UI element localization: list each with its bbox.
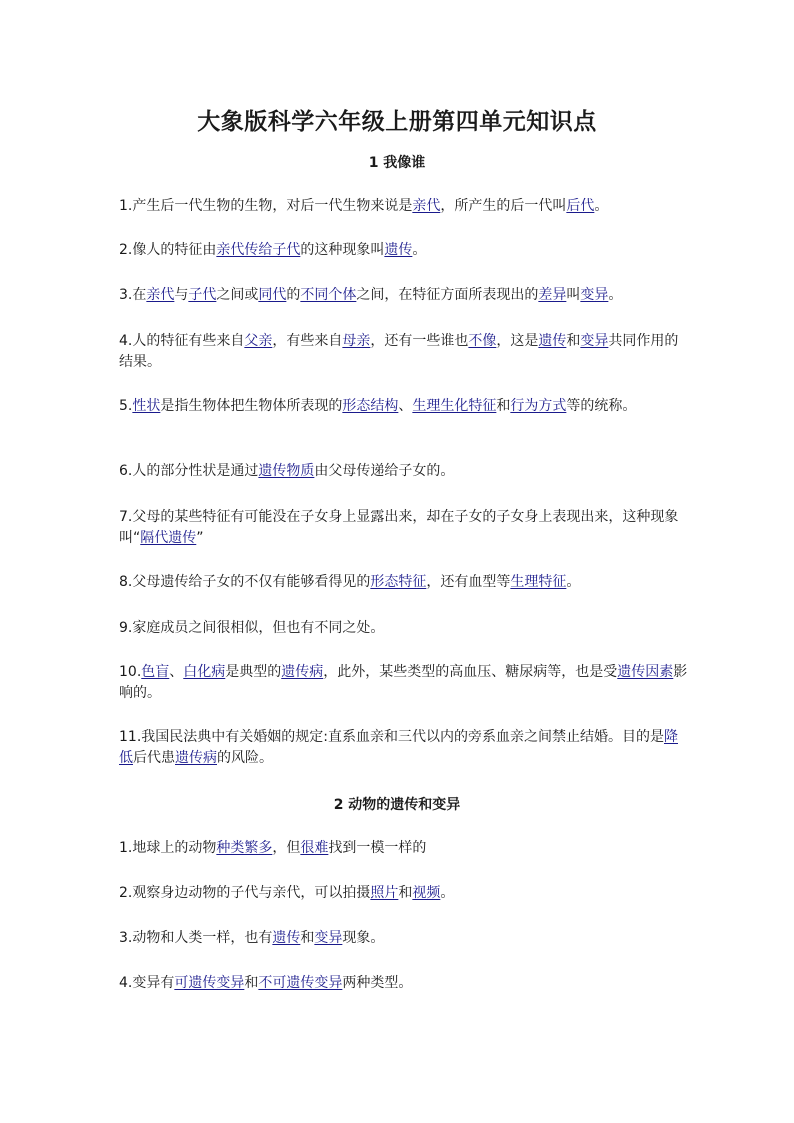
text-segment: ，还有一些谁也 bbox=[370, 333, 469, 349]
keyword-underlined: 遗传物质 bbox=[258, 463, 315, 479]
text-segment: ，此外，某些类型的高血压、糖尿病等，也是受 bbox=[323, 664, 618, 680]
text-segment: 等的统称。 bbox=[566, 398, 637, 414]
keyword-underlined: 父亲 bbox=[244, 333, 273, 349]
text-segment: 、 bbox=[169, 664, 184, 680]
keyword-underlined: 不可遗传变异 bbox=[258, 975, 343, 991]
keyword-underlined: 亲代 bbox=[412, 198, 441, 214]
text-segment: 和 bbox=[300, 930, 315, 946]
text-segment: 影响的。 bbox=[119, 664, 688, 701]
keyword-underlined: 白化病 bbox=[183, 664, 226, 680]
text-segment: 是指生物体把生物体所表现的 bbox=[160, 398, 343, 414]
text-segment: 和 bbox=[566, 333, 581, 349]
keyword-underlined: 降低 bbox=[119, 729, 678, 766]
text-segment: 、 bbox=[398, 398, 413, 414]
text-segment: 的风险。 bbox=[217, 750, 273, 766]
text-segment: 3.在 bbox=[119, 287, 147, 303]
keyword-underlined: 视频 bbox=[412, 885, 441, 901]
text-segment: 4.人的特征有些来自 bbox=[119, 333, 245, 349]
text-segment: 后代患 bbox=[133, 750, 175, 766]
keyword-underlined: 变异 bbox=[314, 930, 343, 946]
keyword-underlined: 性状 bbox=[132, 398, 161, 414]
keyword-underlined: 遗传 bbox=[538, 333, 567, 349]
text-segment: 。 bbox=[412, 242, 427, 258]
keyword-underlined: 同代 bbox=[258, 287, 287, 303]
keyword-underlined: 很难 bbox=[300, 840, 329, 856]
text-segment: ” bbox=[196, 530, 204, 546]
text-segment: 。 bbox=[594, 198, 609, 214]
text-segment: 之间，在特征方面所表现出的 bbox=[356, 287, 539, 303]
keyword-underlined: 不同个体 bbox=[300, 287, 357, 303]
text-segment: 的 bbox=[286, 287, 301, 303]
text-segment: ，还有血型等 bbox=[426, 574, 511, 590]
point-1-2 bbox=[119, 240, 689, 261]
text-segment: 和 bbox=[244, 975, 259, 991]
keyword-underlined: 遗传 bbox=[272, 930, 301, 946]
text-segment: 。 bbox=[566, 574, 581, 590]
point-1-7 bbox=[119, 507, 689, 549]
text-segment: 和 bbox=[496, 398, 511, 414]
text-segment: 9.家庭成员之间很相似，但也有不同之处。 bbox=[119, 620, 385, 636]
keyword-underlined: 生理特征 bbox=[510, 574, 567, 590]
keyword-underlined: 亲代传给子代 bbox=[216, 242, 301, 258]
text-segment: 是典型的 bbox=[225, 664, 282, 680]
point-2-1 bbox=[119, 838, 689, 859]
point-1-11 bbox=[119, 727, 689, 769]
text-segment: 和 bbox=[398, 885, 413, 901]
point-2-3 bbox=[119, 928, 689, 949]
text-segment: 2.像人的特征由 bbox=[119, 242, 217, 258]
keyword-underlined: 子代 bbox=[188, 287, 217, 303]
text-segment: ，所产生的后一代叫 bbox=[440, 198, 567, 214]
point-1-5 bbox=[119, 396, 689, 417]
point-1-1 bbox=[119, 196, 689, 217]
text-segment: ，有些来自 bbox=[272, 333, 343, 349]
point-1-10 bbox=[119, 662, 689, 704]
keyword-underlined: 遗传 bbox=[384, 242, 413, 258]
keyword-underlined: 差异 bbox=[538, 287, 567, 303]
text-segment: 两种类型。 bbox=[342, 975, 413, 991]
text-segment: 1.产生后一代生物的生物，对后一代生物来说是 bbox=[119, 198, 413, 214]
point-1-8 bbox=[119, 572, 689, 593]
keyword-underlined: 形态特征 bbox=[370, 574, 427, 590]
section-heading-1: 1 我像谁 bbox=[368, 155, 426, 171]
keyword-underlined: 遗传因素 bbox=[617, 664, 674, 680]
text-segment: 现象。 bbox=[342, 930, 385, 946]
section-heading-2: 2 动物的遗传和变异 bbox=[333, 797, 461, 813]
text-segment: 与 bbox=[174, 287, 189, 303]
text-segment: 之间或 bbox=[216, 287, 259, 303]
keyword-underlined: 隔代遗传 bbox=[140, 530, 197, 546]
text-segment: 5. bbox=[119, 398, 133, 414]
point-1-4 bbox=[119, 331, 689, 373]
text-segment: 找到一模一样的 bbox=[328, 840, 427, 856]
point-2-4 bbox=[119, 973, 689, 994]
keyword-underlined: 行为方式 bbox=[510, 398, 567, 414]
point-1-6 bbox=[119, 461, 689, 482]
keyword-underlined: 形态结构 bbox=[342, 398, 399, 414]
keyword-underlined: 照片 bbox=[370, 885, 399, 901]
keyword-underlined: 可遗传变异 bbox=[174, 975, 245, 991]
keyword-underlined: 遗传病 bbox=[281, 664, 324, 680]
text-segment: 。 bbox=[608, 287, 623, 303]
keyword-underlined: 后代 bbox=[566, 198, 595, 214]
keyword-underlined: 变异 bbox=[580, 333, 609, 349]
text-segment: 2.观察身边动物的子代与亲代，可以拍摄 bbox=[119, 885, 371, 901]
text-segment: 8.父母遗传给子女的不仅有能够看得见的 bbox=[119, 574, 371, 590]
point-1-9 bbox=[119, 618, 689, 639]
keyword-underlined: 亲代 bbox=[146, 287, 175, 303]
document-title: 大象版科学六年级上册第四单元知识点 bbox=[197, 109, 597, 135]
keyword-underlined: 变异 bbox=[580, 287, 609, 303]
keyword-underlined: 遗传病 bbox=[175, 750, 217, 766]
keyword-underlined: 不像 bbox=[468, 333, 497, 349]
point-2-2 bbox=[119, 883, 689, 904]
text-segment: 4.变异有 bbox=[119, 975, 175, 991]
text-segment: ，这是 bbox=[496, 333, 539, 349]
text-segment: 10. bbox=[119, 664, 142, 680]
point-1-3 bbox=[119, 285, 689, 306]
text-segment: 6.人的部分性状是通过 bbox=[119, 463, 259, 479]
keyword-underlined: 生理生化特征 bbox=[412, 398, 497, 414]
keyword-underlined: 母亲 bbox=[342, 333, 371, 349]
text-segment: 的这种现象叫 bbox=[300, 242, 385, 258]
text-segment: ，但 bbox=[272, 840, 301, 856]
keyword-underlined: 色盲 bbox=[141, 664, 170, 680]
text-segment: 1.地球上的动物 bbox=[119, 840, 217, 856]
text-segment: 11.我国民法典中有关婚姻的规定:直系血亲和三代以内的旁系血亲之间禁止结婚。目的是 bbox=[119, 729, 664, 745]
text-segment: 由父母传递给子女的。 bbox=[314, 463, 455, 479]
text-segment: 7.父母的某些特征有可能没在子女身上显露出来，却在子女的子女身上表现出来，这种现象叫“ bbox=[119, 509, 679, 546]
text-segment: 。 bbox=[440, 885, 455, 901]
keyword-underlined: 种类繁多 bbox=[216, 840, 273, 856]
text-segment: 共同作用的结果。 bbox=[119, 333, 679, 370]
text-segment: 3.动物和人类一样，也有 bbox=[119, 930, 273, 946]
text-segment: 叫 bbox=[566, 287, 581, 303]
